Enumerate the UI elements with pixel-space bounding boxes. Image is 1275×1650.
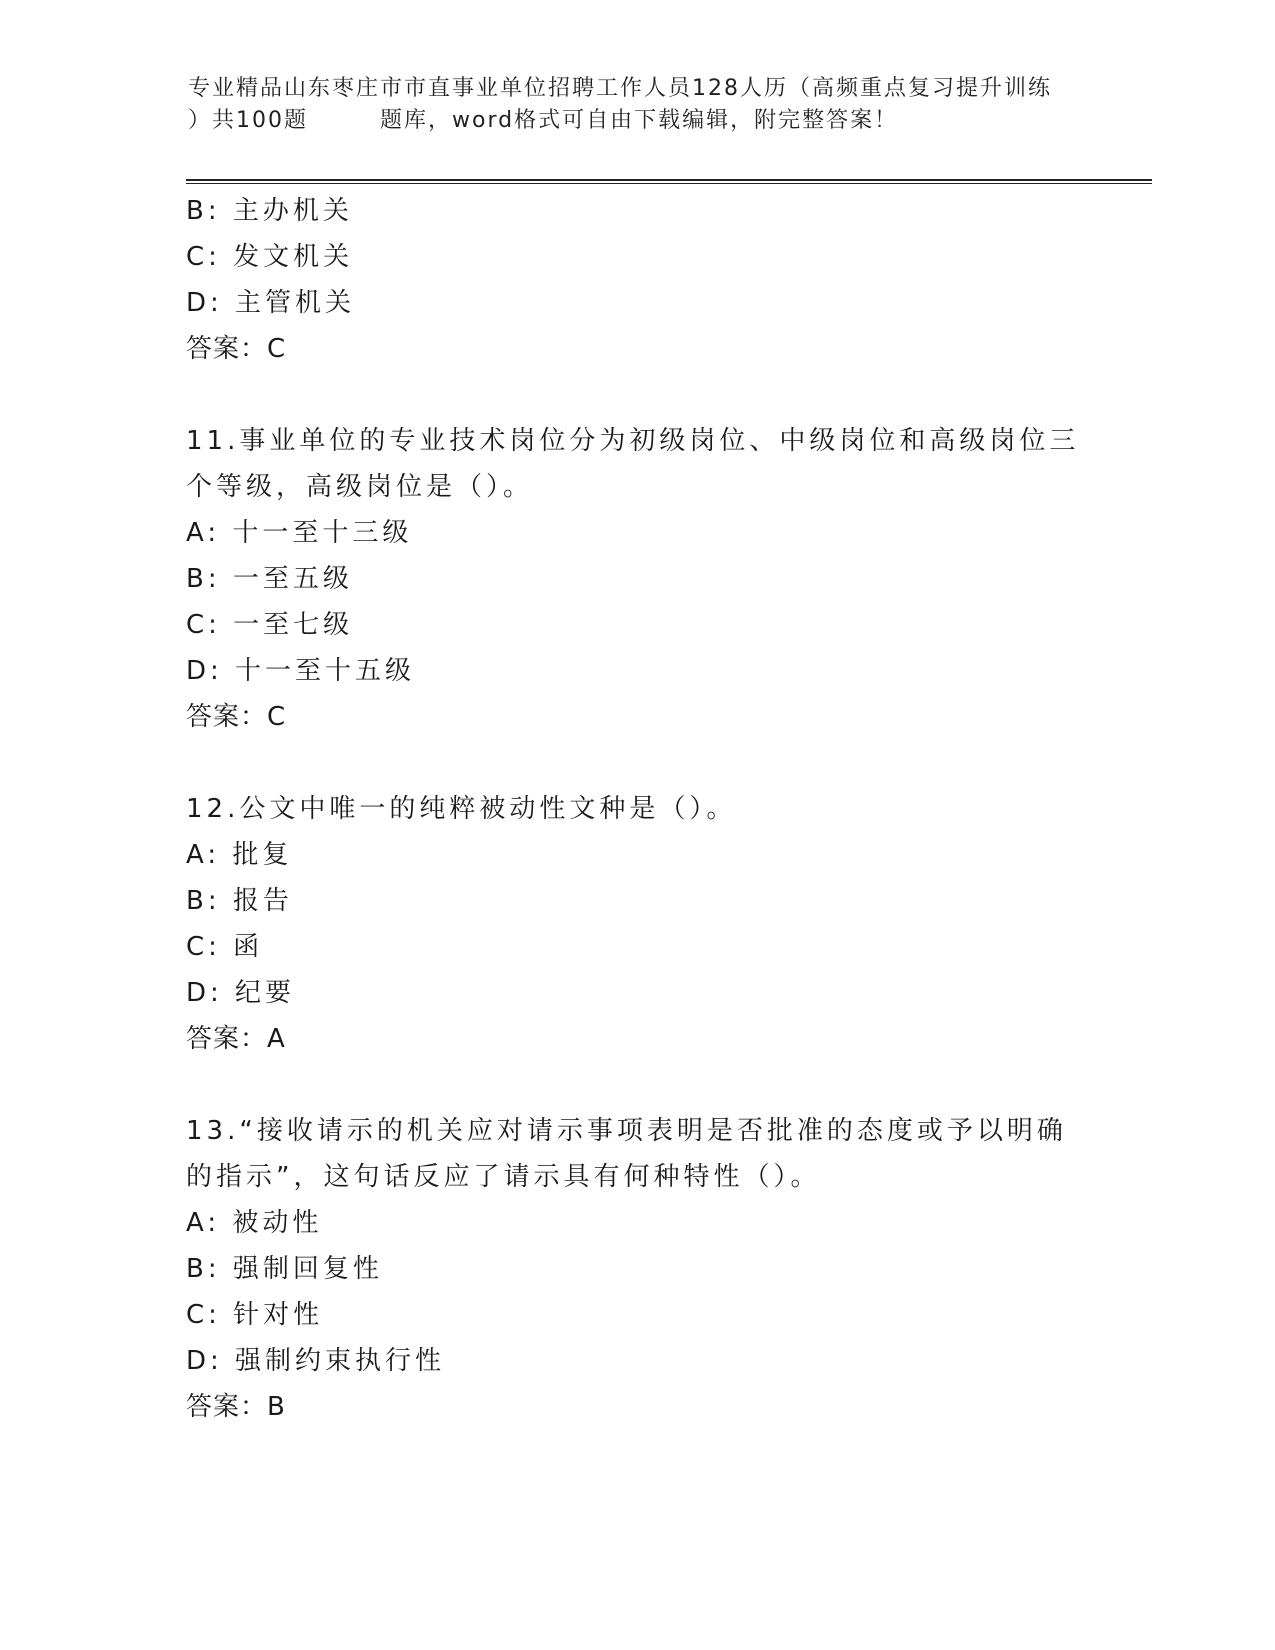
answer: 答案：C: [186, 334, 287, 364]
option-d: D: 纪要: [186, 978, 296, 1008]
header-line-2-part-2: 题库，word格式可自由下载编辑，附完整答案！: [380, 108, 899, 133]
option-c: C: 针对性: [186, 1300, 324, 1330]
answer: 答案：B: [186, 1392, 286, 1422]
question-text: 13.“接收请示的机关应对请示事项表明是否批准的态度或予以明确的指示”，这句话反应了请示具有何种特性（）。: [186, 1116, 1067, 1192]
header-divider-thin: [186, 183, 1152, 184]
option-b: B: 一至五级: [186, 564, 353, 594]
question-text: 11.事业单位的专业技术岗位分为初级岗位、中级岗位和高级岗位三个等级，高级岗位是（）。: [186, 426, 1080, 502]
option-d: D: 十一至十五级: [186, 656, 416, 686]
option-a: A: 十一至十三级: [186, 518, 413, 548]
option-a: A: 批复: [186, 840, 293, 870]
option-c: C: 函: [186, 932, 264, 962]
question-13: [186, 1108, 1086, 1430]
option-b: B: 报告: [186, 886, 293, 916]
header-line-2-part-1: ）共100题: [188, 108, 308, 133]
question-11: [186, 418, 1086, 740]
document-body: [186, 188, 1086, 1430]
option-a: A: 被动性: [186, 1208, 323, 1238]
option-c: C: 一至七级: [186, 610, 354, 640]
option-c: C: 发文机关: [186, 242, 354, 272]
option-d: D: 主管机关: [186, 288, 356, 318]
header-divider-thick: [186, 179, 1152, 181]
answer: 答案：C: [186, 702, 287, 732]
partial-question: [186, 188, 1086, 372]
header-line-1: 专业精品山东枣庄市市直事业单位招聘工作人员128人历（高频重点复习提升训练: [188, 76, 1052, 101]
question-text: 12.公文中唯一的纯粹被动性文种是（）。: [186, 794, 737, 824]
question-12: [186, 786, 1086, 1062]
document-header: [188, 73, 1088, 137]
option-b: B: 主办机关: [186, 196, 353, 226]
option-d: D: 强制约束执行性: [186, 1346, 446, 1376]
answer: 答案：A: [186, 1024, 286, 1054]
option-b: B: 强制回复性: [186, 1254, 383, 1284]
header-line-2: [188, 105, 1088, 137]
